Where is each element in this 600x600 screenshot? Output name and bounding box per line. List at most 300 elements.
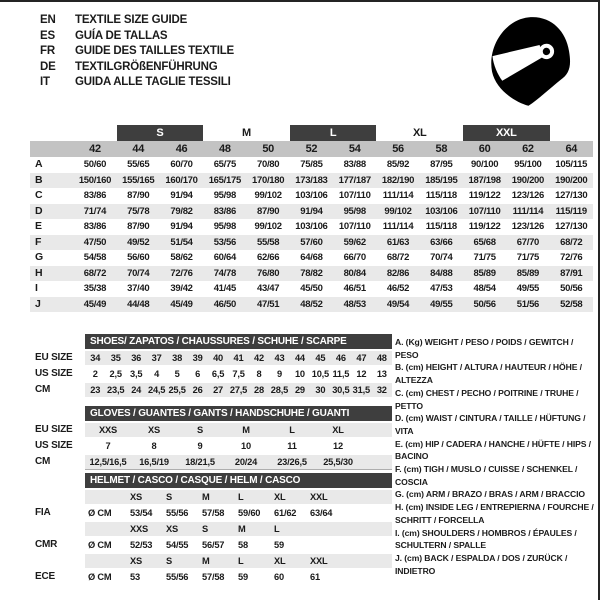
helmet-value-cell: 55/56 bbox=[166, 507, 189, 518]
size-value-cell: 83/86 bbox=[203, 204, 246, 220]
helmet-values-row-fia bbox=[30, 506, 392, 521]
strip-row-eu-size bbox=[30, 351, 392, 366]
language-code: EN bbox=[40, 14, 56, 26]
size-value-cell: 70/80 bbox=[256, 159, 280, 170]
language-code: DE bbox=[40, 60, 56, 73]
value-cell: 34 bbox=[90, 352, 101, 363]
row-label: US SIZE bbox=[35, 367, 73, 379]
value-cell: 23 bbox=[90, 384, 101, 395]
size-value-cell: 51/56 bbox=[506, 297, 549, 313]
helmet-value-cell: 57/58 bbox=[202, 507, 225, 518]
helmet-table-title: HELMET / CASCO / CASQUE / HELM / CASCO bbox=[85, 473, 392, 488]
size-value-cell: 65/75 bbox=[213, 159, 236, 170]
size-value-cell: 99/102 bbox=[254, 221, 282, 232]
page-title: GUIDA ALLE TAGLIE TESSILI bbox=[75, 76, 231, 88]
size-value-cell: 65/68 bbox=[463, 235, 506, 251]
helmet-values-row-ece bbox=[30, 570, 392, 585]
row-label bbox=[30, 522, 85, 537]
strip-row-cm bbox=[30, 455, 392, 470]
value-cell: 9 bbox=[197, 440, 203, 451]
language-titles bbox=[40, 13, 234, 91]
size-group-l: L bbox=[290, 125, 377, 141]
helmet-size-label: S bbox=[166, 491, 173, 502]
value-cell: 23/26,5 bbox=[277, 456, 307, 467]
value-cell: 9 bbox=[276, 368, 282, 379]
value-cell: 23,5 bbox=[107, 384, 125, 395]
size-value-cell: 72/76 bbox=[560, 252, 583, 263]
row-label: CM bbox=[35, 455, 51, 467]
helmet-table-body bbox=[30, 490, 392, 585]
size-value-cell: 50/56 bbox=[560, 283, 583, 294]
value-cell: 6 bbox=[195, 368, 201, 379]
measure-row-h bbox=[30, 266, 593, 282]
size-value-cell: 47/51 bbox=[246, 297, 289, 313]
value-cell: 27 bbox=[213, 384, 224, 395]
size-header-60: 60 bbox=[463, 141, 506, 157]
size-value-cell: 115/119 bbox=[550, 204, 593, 220]
size-group-spacer bbox=[73, 125, 116, 141]
size-value-cell: 58/62 bbox=[170, 252, 193, 263]
value-cell: XXS bbox=[98, 424, 117, 435]
size-value-cell: 99/102 bbox=[376, 204, 419, 220]
size-value-cell: 82/86 bbox=[376, 266, 419, 282]
value-cell: 8 bbox=[151, 440, 157, 451]
size-header-56: 56 bbox=[376, 141, 419, 157]
section-divider bbox=[85, 469, 392, 470]
helmet-size-label: L bbox=[274, 523, 280, 534]
legend-item: J. (cm) BACK / ESPALDA / DOS / ZURÜCK / INDIETRO bbox=[395, 552, 568, 576]
size-value-cell: 60/64 bbox=[213, 252, 236, 263]
size-value-cell: 68/72 bbox=[386, 252, 410, 263]
row-cells bbox=[85, 554, 392, 569]
helmet-size-label: XS bbox=[166, 523, 179, 534]
size-value-cell: 83/86 bbox=[83, 190, 107, 201]
unit-spacer bbox=[85, 490, 130, 505]
row-cells bbox=[85, 490, 392, 505]
measure-row-g bbox=[30, 250, 593, 266]
value-cell: 8 bbox=[256, 368, 262, 379]
size-group-s: S bbox=[117, 125, 204, 141]
language-title-de bbox=[40, 60, 234, 76]
size-value-cell: 160/170 bbox=[160, 173, 203, 189]
size-value-cell: 68/72 bbox=[550, 235, 593, 251]
value-cell: 38 bbox=[172, 352, 183, 363]
size-value-cell: 173/183 bbox=[290, 173, 333, 189]
legend-item: E. (cm) HIP / CADERA / HANCHE / HÜFTE / HIPS / BACINO bbox=[395, 438, 591, 462]
unit-label: Ø CM bbox=[88, 507, 112, 518]
helmet-values-row-cmr bbox=[30, 538, 392, 553]
page-title: GUÍA DE TALLAS bbox=[75, 29, 168, 42]
size-value-cell: 91/94 bbox=[290, 204, 333, 220]
strip-row-us-size bbox=[30, 439, 392, 454]
row-label: US SIZE bbox=[35, 439, 73, 451]
helmet-value-cell: 63/64 bbox=[310, 507, 333, 518]
size-value-cell: 87/90 bbox=[127, 221, 150, 232]
value-cell: 42 bbox=[254, 352, 264, 363]
size-value-cell: 119/122 bbox=[468, 221, 501, 232]
size-value-cell: 107/110 bbox=[338, 221, 371, 232]
helmet-value-cell: 56/57 bbox=[202, 539, 225, 550]
row-cells bbox=[85, 383, 392, 398]
legend-item: F. (cm) TIGH / MUSLO / CUISSE / SCHENKEL / COSCIA bbox=[395, 464, 578, 487]
size-value-cell: 95/98 bbox=[213, 190, 236, 201]
row-letter: A bbox=[35, 158, 43, 170]
row-letter: I bbox=[35, 282, 38, 294]
size-value-cell: 71/75 bbox=[516, 252, 540, 263]
size-value-cell: 71/74 bbox=[73, 204, 116, 220]
helmet-size-label: S bbox=[166, 555, 173, 566]
size-value-cell: 70/74 bbox=[430, 252, 453, 263]
standard-label: FIA bbox=[35, 506, 51, 518]
value-cell: 36 bbox=[131, 352, 142, 363]
size-value-cell: 90/100 bbox=[470, 159, 499, 170]
size-value-cell: 68/72 bbox=[73, 266, 116, 282]
value-cell: 47 bbox=[356, 352, 367, 363]
size-value-cell: 50/60 bbox=[83, 159, 107, 170]
size-value-cell: 48/52 bbox=[290, 297, 333, 313]
helmet-value-cell: 60 bbox=[274, 571, 284, 582]
size-value-cell: 185/195 bbox=[420, 173, 463, 189]
size-value-cell: 39/42 bbox=[170, 283, 193, 294]
size-value-cell: 111/114 bbox=[382, 221, 414, 232]
value-cell: 28 bbox=[254, 384, 264, 395]
helmet-value-cell: 58 bbox=[238, 539, 248, 550]
language-code: ES bbox=[40, 29, 55, 42]
measure-row-b bbox=[30, 173, 593, 189]
size-value-cell: 59/62 bbox=[333, 235, 376, 251]
strip-row-eu-size bbox=[30, 423, 392, 438]
value-cell: 10 bbox=[241, 440, 251, 451]
size-value-cell: 45/50 bbox=[300, 283, 323, 294]
size-value-cell: 85/92 bbox=[386, 159, 410, 170]
helmet-size-label: XL bbox=[274, 491, 286, 502]
size-header-corner bbox=[30, 141, 73, 157]
shoes-table-title: SHOES/ ZAPATOS / CHAUSSURES / SCHUHE / SCARPE bbox=[85, 334, 392, 349]
row-label bbox=[30, 490, 85, 505]
size-header-62: 62 bbox=[506, 141, 549, 157]
size-value-cell: 87/90 bbox=[246, 204, 289, 220]
size-value-cell: 74/78 bbox=[203, 266, 246, 282]
size-value-cell: 107/110 bbox=[338, 190, 371, 201]
size-value-cell: 127/130 bbox=[555, 221, 588, 232]
helmet-sizes-row bbox=[30, 490, 392, 505]
helmet-value-cell: 54/55 bbox=[166, 539, 189, 550]
size-value-cell: 60/70 bbox=[170, 159, 193, 170]
size-group-spacer bbox=[30, 125, 73, 141]
size-value-cell: 51/54 bbox=[160, 235, 203, 251]
value-cell: 40 bbox=[213, 352, 224, 363]
size-value-cell: 47/53 bbox=[430, 283, 453, 294]
language-title-en bbox=[40, 13, 234, 29]
legend-item: I. (cm) SHOULDERS / HOMBROS / ÉPAULES / SCHULTERN / SPALLE bbox=[395, 527, 577, 551]
size-value-cell: 111/114 bbox=[506, 204, 549, 220]
size-header-64: 64 bbox=[550, 141, 593, 157]
size-header-42: 42 bbox=[73, 141, 116, 157]
value-cell: 6,5 bbox=[211, 368, 225, 379]
helmet-value-cell: 55/56 bbox=[166, 571, 189, 582]
size-value-cell: 75/78 bbox=[117, 204, 160, 220]
value-cell: 11,5 bbox=[332, 368, 350, 379]
language-code: IT bbox=[40, 76, 50, 88]
value-cell: 45 bbox=[315, 352, 326, 363]
shoes-table bbox=[30, 334, 392, 397]
value-cell: M bbox=[242, 424, 250, 435]
row-letter: J bbox=[30, 297, 73, 313]
helmet-value-cell: 59/60 bbox=[238, 507, 261, 518]
gloves-table bbox=[30, 406, 392, 469]
size-group-spacer bbox=[550, 125, 593, 141]
size-header-50: 50 bbox=[246, 141, 289, 157]
size-value-cell: 115/118 bbox=[425, 190, 457, 201]
standard-label: ECE bbox=[35, 570, 55, 582]
size-value-cell: 67/70 bbox=[506, 235, 549, 251]
value-cell: 26 bbox=[192, 384, 203, 395]
size-value-cell: 85/89 bbox=[463, 266, 506, 282]
size-value-cell: 103/106 bbox=[295, 190, 328, 201]
textile-size-table bbox=[30, 125, 593, 312]
size-value-cell: 119/122 bbox=[468, 190, 501, 201]
size-value-cell: 45/49 bbox=[73, 297, 116, 313]
standard-label: CMR bbox=[35, 538, 58, 550]
helmet-size-label: XXS bbox=[130, 523, 149, 534]
value-cell: 29 bbox=[294, 384, 305, 395]
strip-row-cm bbox=[30, 383, 392, 398]
size-value-cell: 95/98 bbox=[333, 204, 376, 220]
size-value-cell: 55/58 bbox=[246, 235, 289, 251]
helmet-size-label: XXL bbox=[310, 491, 328, 502]
size-value-cell: 115/118 bbox=[425, 221, 457, 232]
helmet-size-label: XL bbox=[274, 555, 286, 566]
size-value-cell: 127/130 bbox=[555, 190, 588, 201]
size-group-xl: XL bbox=[412, 127, 427, 139]
legend-item: B. (cm) HEIGHT / ALTURA / HAUTEUR / HÖHE / ALTEZZA bbox=[395, 362, 582, 386]
value-cell: 31,5 bbox=[352, 384, 370, 395]
strip-row-us-size bbox=[30, 367, 392, 382]
row-cells bbox=[85, 570, 392, 585]
value-cell: 7 bbox=[105, 440, 111, 451]
helmet-value-cell: 53 bbox=[130, 571, 140, 582]
gloves-table-body bbox=[30, 423, 392, 470]
row-cells bbox=[85, 439, 392, 454]
size-value-cell: 103/106 bbox=[420, 204, 463, 220]
unit-label: Ø CM bbox=[88, 539, 112, 550]
value-cell: 10,5 bbox=[311, 368, 330, 379]
size-value-cell: 46/52 bbox=[386, 283, 410, 294]
size-value-cell: 123/126 bbox=[511, 221, 545, 232]
value-cell: XS bbox=[147, 424, 160, 435]
unit-spacer bbox=[85, 522, 130, 537]
helmet-icon bbox=[483, 12, 575, 110]
value-cell: L bbox=[289, 424, 295, 435]
row-letter: F bbox=[30, 235, 73, 251]
value-cell: 4 bbox=[154, 368, 160, 379]
size-value-cell: 107/110 bbox=[463, 204, 506, 220]
value-cell: 48 bbox=[376, 352, 387, 363]
size-value-cell: 155/165 bbox=[117, 173, 160, 189]
helmet-size-label: XXL bbox=[310, 555, 328, 566]
size-value-cell: 44/48 bbox=[117, 297, 160, 313]
size-header-52: 52 bbox=[290, 141, 333, 157]
legend-item: G. (cm) ARM / BRAZO / BRAS / ARM / BRACCIO bbox=[395, 489, 585, 500]
size-value-cell: 79/82 bbox=[160, 204, 203, 220]
helmet-value-cell: 61 bbox=[310, 571, 320, 582]
helmet-size-label: M bbox=[202, 555, 210, 566]
size-value-cell: 47/50 bbox=[73, 235, 116, 251]
size-value-cell: 49/54 bbox=[376, 297, 419, 313]
measure-row-f bbox=[30, 235, 593, 251]
size-value-cell: 91/94 bbox=[170, 190, 193, 201]
row-letter: G bbox=[35, 251, 43, 263]
size-value-cell: 48/53 bbox=[333, 297, 376, 313]
size-value-cell: 85/89 bbox=[506, 266, 549, 282]
size-header-row bbox=[30, 141, 593, 157]
size-value-cell: 37/40 bbox=[127, 283, 150, 294]
size-value-cell: 170/180 bbox=[246, 173, 289, 189]
page-title: GUIDE DES TAILLES TEXTILE bbox=[75, 45, 234, 57]
value-cell: 20/24 bbox=[234, 456, 258, 467]
row-letter: C bbox=[35, 189, 43, 201]
size-value-cell: 83/86 bbox=[83, 221, 107, 232]
value-cell: 12 bbox=[356, 368, 367, 379]
size-value-cell: 87/91 bbox=[550, 266, 593, 282]
value-cell: 3,5 bbox=[130, 368, 143, 379]
size-value-cell: 63/66 bbox=[420, 235, 463, 251]
size-value-cell: 105/115 bbox=[555, 159, 588, 170]
value-cell: 41 bbox=[233, 352, 244, 363]
size-header-54: 54 bbox=[333, 141, 376, 157]
row-cells bbox=[85, 538, 392, 553]
value-cell: 24 bbox=[131, 384, 142, 395]
size-group-row bbox=[30, 125, 593, 141]
size-value-cell: 72/76 bbox=[160, 266, 203, 282]
value-cell: 27,5 bbox=[229, 384, 248, 395]
size-value-cell: 95/100 bbox=[514, 159, 542, 170]
value-cell: 13 bbox=[376, 368, 387, 379]
value-cell: 11 bbox=[287, 440, 297, 451]
value-cell: 32 bbox=[376, 384, 387, 395]
value-cell: 46 bbox=[335, 352, 346, 363]
value-cell: 43 bbox=[274, 352, 285, 363]
value-cell: XL bbox=[332, 424, 344, 435]
size-value-cell: 46/51 bbox=[343, 283, 366, 294]
value-cell: 39 bbox=[192, 352, 203, 363]
value-cell: 44 bbox=[294, 352, 305, 363]
value-cell: 10 bbox=[294, 368, 305, 379]
helmet-size-label: XS bbox=[130, 555, 143, 566]
helmet-value-cell: 59 bbox=[238, 571, 248, 582]
row-label: EU SIZE bbox=[35, 423, 73, 435]
value-cell: 35 bbox=[110, 352, 121, 363]
size-value-cell: 190/200 bbox=[506, 173, 549, 189]
size-value-cell: 56/60 bbox=[127, 252, 150, 263]
legend-item: A. (Kg) WEIGHT / PESO / POIDS / GEWITCH / PESO bbox=[395, 337, 574, 360]
size-value-cell: 45/49 bbox=[160, 297, 203, 313]
size-value-cell: 50/56 bbox=[463, 297, 506, 313]
row-cells bbox=[85, 367, 392, 382]
size-group-xxl: XXL bbox=[463, 125, 550, 141]
size-value-cell: 84/88 bbox=[420, 266, 463, 282]
size-value-cell: 80/84 bbox=[333, 266, 376, 282]
helmet-value-cell: 61/62 bbox=[274, 507, 297, 518]
size-value-cell: 99/102 bbox=[254, 190, 282, 201]
size-value-cell: 123/126 bbox=[511, 190, 545, 201]
size-value-cell: 49/55 bbox=[420, 297, 463, 313]
helmet-value-cell: 59 bbox=[274, 539, 284, 550]
size-value-cell: 54/58 bbox=[83, 252, 107, 263]
value-cell: S bbox=[196, 424, 203, 435]
page-title: TEXTILGRÖßENFÜHRUNG bbox=[75, 60, 218, 73]
size-value-cell: 62/66 bbox=[256, 252, 280, 263]
size-value-cell: 83/88 bbox=[343, 159, 366, 170]
legend-item: H. (cm) INSIDE LEG / ENTREPIERNA / FOURCHE / SCHRITT / FORCELLA bbox=[395, 502, 594, 525]
row-cells bbox=[85, 423, 392, 438]
row-label: EU SIZE bbox=[35, 351, 73, 363]
size-value-cell: 76/80 bbox=[246, 266, 289, 282]
language-title-it bbox=[40, 75, 234, 91]
page-title: TEXTILE SIZE GUIDE bbox=[75, 14, 188, 26]
size-value-cell: 66/70 bbox=[343, 252, 366, 263]
value-cell: 30,5 bbox=[332, 384, 350, 395]
row-label bbox=[30, 554, 85, 569]
size-header-44: 44 bbox=[117, 141, 160, 157]
size-value-cell: 41/45 bbox=[213, 283, 236, 294]
helmet-size-label: XS bbox=[130, 491, 143, 502]
size-value-cell: 75/85 bbox=[300, 159, 323, 170]
size-value-cell: 103/106 bbox=[295, 221, 328, 232]
size-value-cell: 48/54 bbox=[473, 283, 496, 294]
language-title-fr bbox=[40, 44, 234, 60]
size-value-cell: 55/65 bbox=[127, 159, 150, 170]
measure-row-j bbox=[30, 297, 593, 313]
size-value-cell: 87/90 bbox=[127, 190, 150, 201]
row-letter: E bbox=[35, 220, 42, 232]
measure-row-i bbox=[30, 281, 593, 297]
row-letter: D bbox=[30, 204, 73, 220]
size-header-58: 58 bbox=[420, 141, 463, 157]
row-label: CM bbox=[35, 383, 51, 395]
value-cell: 25,5 bbox=[168, 384, 186, 395]
size-value-cell: 111/114 bbox=[382, 190, 414, 201]
size-value-cell: 150/160 bbox=[73, 173, 116, 189]
value-cell: 28,5 bbox=[270, 384, 289, 395]
size-value-cell: 87/95 bbox=[430, 159, 453, 170]
measure-row-a bbox=[30, 157, 593, 173]
helmet-size-label: L bbox=[238, 491, 244, 502]
value-cell: 30 bbox=[315, 384, 326, 395]
legend-item: C. (cm) CHEST / PECHO / POITRINE / TRUHE / PETTO bbox=[395, 387, 579, 411]
helmet-value-cell: 57/58 bbox=[202, 571, 225, 582]
measure-row-d bbox=[30, 204, 593, 220]
value-cell: 7,5 bbox=[232, 368, 245, 379]
size-value-cell: 52/58 bbox=[550, 297, 593, 313]
value-cell: 5 bbox=[174, 368, 180, 379]
size-value-cell: 78/82 bbox=[290, 266, 333, 282]
size-value-cell: 71/75 bbox=[473, 252, 496, 263]
size-header-46: 46 bbox=[160, 141, 203, 157]
language-title-es bbox=[40, 29, 234, 45]
size-value-cell: 177/187 bbox=[333, 173, 376, 189]
row-letter: H bbox=[30, 266, 73, 282]
measure-row-c bbox=[30, 188, 593, 204]
size-value-cell: 182/190 bbox=[376, 173, 419, 189]
value-cell: 24,5 bbox=[147, 384, 166, 395]
size-value-cell: 70/74 bbox=[117, 266, 160, 282]
helmet-size-label: L bbox=[238, 555, 244, 566]
size-value-cell: 46/50 bbox=[203, 297, 246, 313]
shoes-table-body bbox=[30, 351, 392, 398]
measurement-legend bbox=[395, 336, 596, 577]
size-value-cell: 165/175 bbox=[203, 173, 246, 189]
